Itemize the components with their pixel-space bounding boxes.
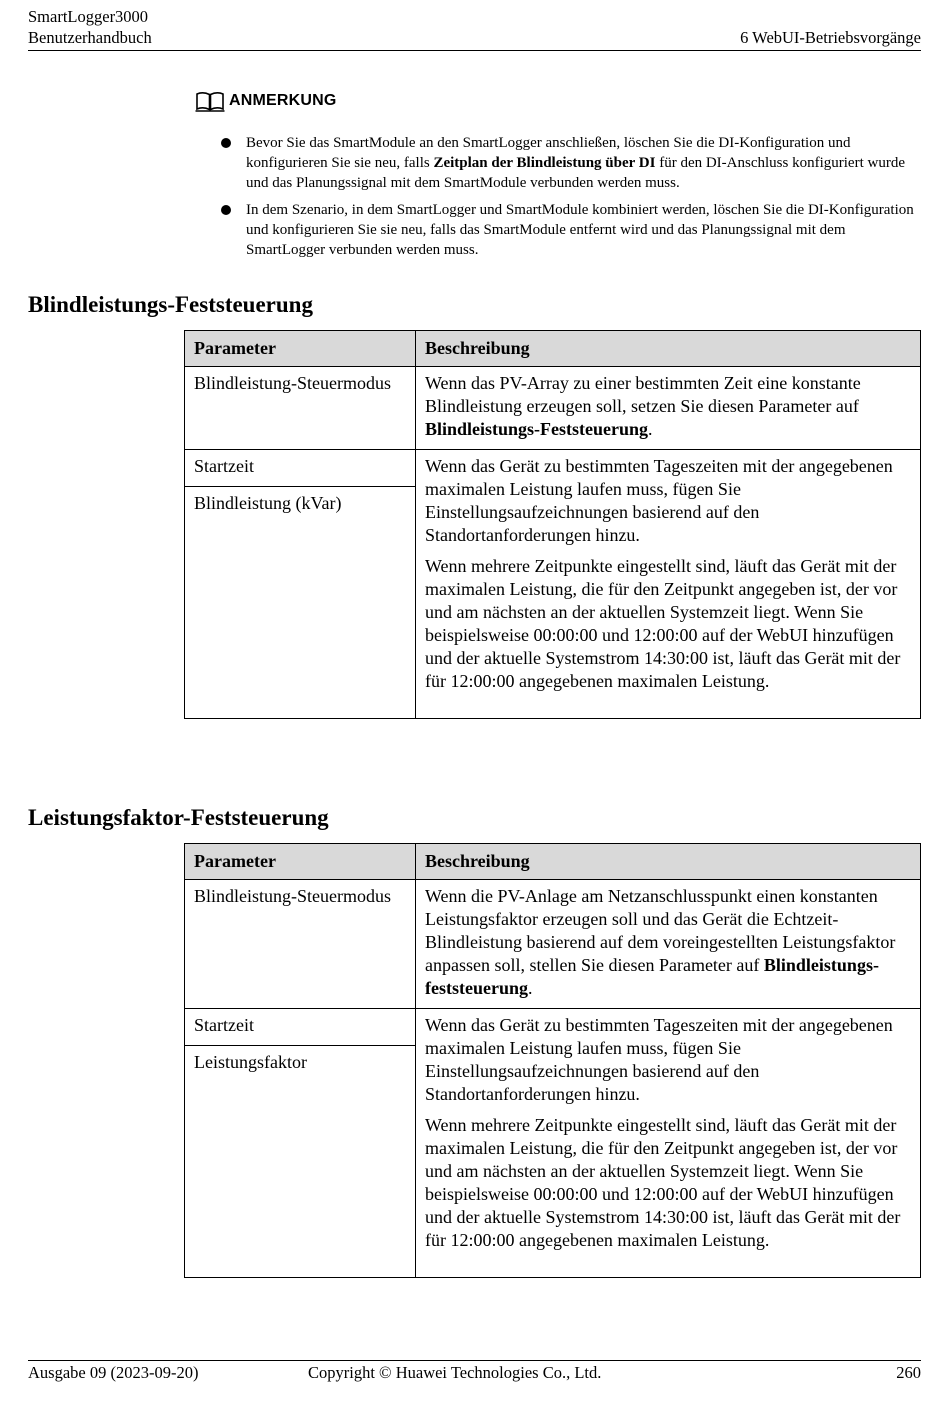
note-text: In dem Szenario, in dem SmartLogger und SmartModule kombiniert werden, löschen Sie die DI-Konfiguration und konfigurieren Sie sie neu, falls das SmartModule entfernt wird und das Planungssignal mit dem SmartLogger verbunden werden muss. — [246, 202, 914, 258]
header-chapter: 6 WebUI-Betriebsvorgänge — [740, 28, 921, 47]
parameter-description: Wenn das PV-Array zu einer bestimmten Zeit eine konstante Blindleistung erzeugen soll, setzen Sie diesen Parameter auf Blindleistungs-Feststeuerung. — [416, 367, 921, 450]
bullet-dot — [221, 138, 231, 148]
parameter-name: Blindleistung (kVar) — [185, 487, 416, 719]
page-header — [28, 6, 921, 51]
page-footer — [28, 1360, 921, 1391]
parameter-table — [184, 843, 921, 1278]
parameter-name: Startzeit — [185, 1009, 416, 1046]
table-header-row — [185, 844, 921, 880]
column-header: Parameter — [185, 331, 416, 367]
parameter-name: Leistungsfaktor — [185, 1046, 416, 1278]
section-heading: Blindleistungs-Feststeuerung — [28, 292, 313, 317]
note-heading — [195, 90, 337, 112]
header-doc-type: Benutzerhandbuch — [28, 28, 152, 47]
parameter-name: Startzeit — [185, 450, 416, 487]
open-book-icon — [195, 90, 225, 112]
table-row — [185, 450, 921, 487]
note-text: für den DI-Anschluss konfiguriert wurde und das Planungssignal mit dem SmartModule verbunden werden muss. — [246, 155, 905, 191]
note-text-bold: Zeitplan der Blindleistung über DI — [433, 155, 656, 171]
note-list — [218, 133, 923, 267]
note-text: Bevor Sie das SmartModule an den SmartLogger anschließen, löschen Sie die DI-Konfiguration und konfigurieren Sie sie neu, falls — [246, 135, 851, 171]
footer-copyright: Copyright © Huawei Technologies Co., Ltd. — [308, 1363, 602, 1382]
list-item — [218, 133, 923, 193]
parameter-name: Blindleistung-Steuermodus — [185, 367, 416, 450]
footer-issue: Ausgabe 09 (2023-09-20) — [28, 1363, 199, 1382]
table-header-row — [185, 331, 921, 367]
column-header: Parameter — [185, 844, 416, 880]
parameter-table — [184, 330, 921, 719]
table-row — [185, 880, 921, 1009]
column-header: Beschreibung — [416, 844, 921, 880]
section-heading: Leistungsfaktor-Feststeuerung — [28, 805, 329, 830]
bullet-dot — [221, 205, 231, 215]
column-header: Beschreibung — [416, 331, 921, 367]
parameter-description: Wenn die PV-Anlage am Netzanschlusspunkt einen konstanten Leistungsfaktor erzeugen soll und das Gerät die Echtzeit-Blindleistung basierend auf dem voreingestellten Leistungsfaktor anpassen soll, stellen Sie diesen Parameter auf Blindleistungs-feststeuerung. — [416, 880, 921, 1009]
list-item — [218, 200, 923, 260]
parameter-name: Blindleistung-Steuermodus — [185, 880, 416, 1009]
table-row — [185, 367, 921, 450]
table-row — [185, 1009, 921, 1046]
page-number: 260 — [896, 1363, 921, 1382]
header-product: SmartLogger3000 — [28, 7, 149, 26]
parameter-description: Wenn das Gerät zu bestimmten Tageszeiten mit der angegebenen maximalen Leistung laufen muss, fügen Sie Einstellungsaufzeichnungen basierend auf den Standortanforderungen hinzu. Wenn mehrere Zeitpunkte eingestellt sind, läuft das Gerät mit der maximalen Leistung, die für den Zeitpunkt angegeben ist, der vor und am nächsten an der aktuellen Systemzeit liegt. Wenn Sie beispielsweise 00:00:00 und 12:00:00 auf der WebUI hinzufügen und der aktuelle Systemstrom 14:30:00 ist, läuft das Gerät mit der für 12:00:00 angegebenen maximalen Leistung. — [416, 450, 921, 719]
parameter-description: Wenn das Gerät zu bestimmten Tageszeiten mit der angegebenen maximalen Leistung laufen muss, fügen Sie Einstellungsaufzeichnungen basierend auf den Standortanforderungen hinzu. Wenn mehrere Zeitpunkte eingestellt sind, läuft das Gerät mit der maximalen Leistung, die für den Zeitpunkt angegeben ist, der vor und am nächsten an der aktuellen Systemzeit liegt. Wenn Sie beispielsweise 00:00:00 und 12:00:00 auf der WebUI hinzufügen und der aktuelle Systemstrom 14:30:00 ist, läuft das Gerät mit der für 12:00:00 angegebenen maximalen Leistung. — [416, 1009, 921, 1278]
note-title: ANMERKUNG — [229, 92, 337, 109]
